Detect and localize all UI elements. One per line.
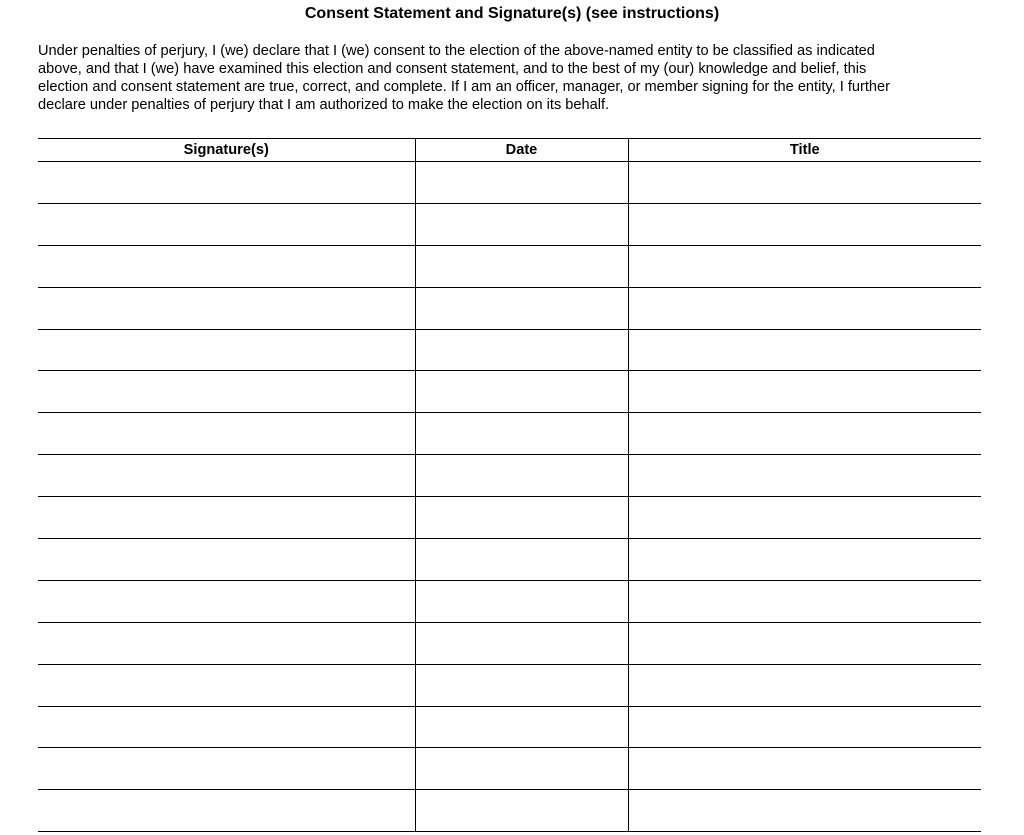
title-field[interactable] [628, 203, 981, 245]
date-field[interactable] [415, 162, 628, 204]
table-row [38, 371, 981, 413]
date-field[interactable] [415, 706, 628, 748]
title-field[interactable] [628, 455, 981, 497]
date-field[interactable] [415, 245, 628, 287]
table-row [38, 203, 981, 245]
title-field[interactable] [628, 162, 981, 204]
table-row [38, 162, 981, 204]
date-field[interactable] [415, 539, 628, 581]
title-field[interactable] [628, 329, 981, 371]
signature-field[interactable] [38, 664, 415, 706]
title-field[interactable] [628, 497, 981, 539]
signature-field[interactable] [38, 455, 415, 497]
table-row [38, 287, 981, 329]
title-field[interactable] [628, 245, 981, 287]
date-field[interactable] [415, 455, 628, 497]
signature-field[interactable] [38, 162, 415, 204]
signature-field[interactable] [38, 497, 415, 539]
title-field[interactable] [628, 371, 981, 413]
date-field[interactable] [415, 580, 628, 622]
table-row [38, 580, 981, 622]
table-row [38, 706, 981, 748]
signature-field[interactable] [38, 622, 415, 664]
signature-table-header [38, 139, 981, 162]
date-field[interactable] [415, 497, 628, 539]
title-field[interactable] [628, 580, 981, 622]
statement-line: Under penalties of perjury, I (we) declare that I (we) consent to the election of the above-named entity to be classified as indicated [38, 43, 875, 59]
signature-field[interactable] [38, 371, 415, 413]
table-row [38, 245, 981, 287]
title-field[interactable] [628, 539, 981, 581]
date-field[interactable] [415, 413, 628, 455]
title-field[interactable] [628, 287, 981, 329]
signature-table-body [38, 162, 981, 832]
signature-field[interactable] [38, 580, 415, 622]
signature-field[interactable] [38, 245, 415, 287]
date-field[interactable] [415, 287, 628, 329]
column-header-signature: Signature(s) [38, 139, 415, 162]
statement-line: declare under penalties of perjury that I am authorized to make the election on its behalf. [38, 97, 610, 113]
signature-field[interactable] [38, 413, 415, 455]
signature-table [38, 138, 981, 832]
title-field[interactable] [628, 413, 981, 455]
title-field[interactable] [628, 748, 981, 790]
column-header-date: Date [415, 139, 628, 162]
table-row [38, 455, 981, 497]
table-row [38, 329, 981, 371]
table-row [38, 748, 981, 790]
table-row [38, 790, 981, 832]
table-row [38, 413, 981, 455]
table-row [38, 497, 981, 539]
date-field[interactable] [415, 664, 628, 706]
date-field[interactable] [415, 371, 628, 413]
statement-line: above, and that I (we) have examined this election and consent statement, and to the best of my (our) knowledge and belief, this [38, 61, 867, 77]
date-field[interactable] [415, 329, 628, 371]
table-row [38, 664, 981, 706]
table-row [38, 622, 981, 664]
signature-field[interactable] [38, 203, 415, 245]
signature-field[interactable] [38, 329, 415, 371]
date-field[interactable] [415, 622, 628, 664]
statement-line: election and consent statement are true, correct, and complete. If I am an officer, manager, or member signing for the entity, I further [38, 79, 891, 95]
signature-field[interactable] [38, 287, 415, 329]
signature-field[interactable] [38, 539, 415, 581]
title-field[interactable] [628, 664, 981, 706]
title-field[interactable] [628, 622, 981, 664]
signature-field[interactable] [38, 706, 415, 748]
form-title: Consent Statement and Signature(s) (see instructions) [304, 5, 720, 22]
signature-field[interactable] [38, 790, 415, 832]
title-field[interactable] [628, 790, 981, 832]
date-field[interactable] [415, 203, 628, 245]
signature-field[interactable] [38, 748, 415, 790]
title-field[interactable] [628, 706, 981, 748]
date-field[interactable] [415, 790, 628, 832]
date-field[interactable] [415, 748, 628, 790]
consent-statement [38, 42, 988, 114]
column-header-title: Title [628, 139, 981, 162]
table-row [38, 539, 981, 581]
